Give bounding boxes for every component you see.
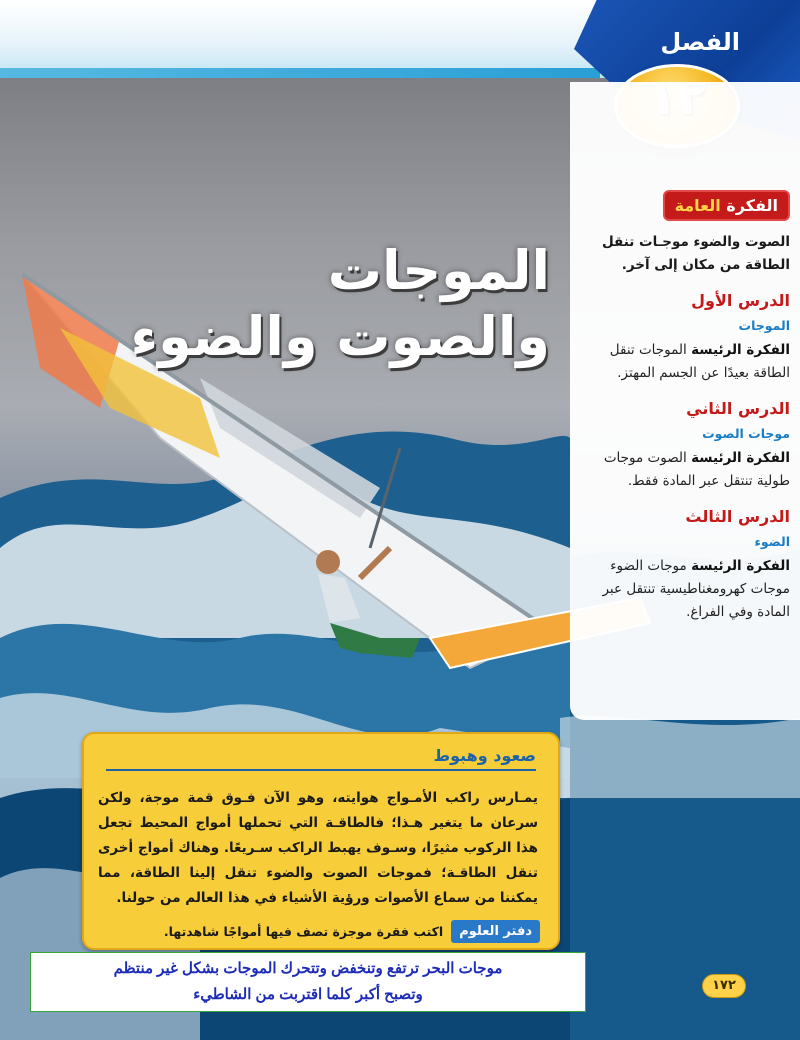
- lesson-1-title: الدرس الأول: [691, 291, 790, 310]
- big-idea-tag: [663, 190, 790, 221]
- chapter-title-line2: والصوت والضوء: [130, 305, 550, 368]
- lesson-2-text: الصوت موجات طولية تنتقل عبر المادة فقط.: [603, 450, 790, 489]
- lesson-1-keyword: الفكرة الرئيسة: [691, 342, 790, 358]
- lesson-1-subtitle: الموجات: [738, 318, 790, 333]
- science-notebook-prompt: اكتب فقرة موجزة تصف فيها أمواجًا شاهدتها.: [163, 924, 444, 939]
- caption-line1: موجات البحر ترتفع وتنخفض وتتحرك الموجات بشكل غير منتظم: [113, 960, 503, 977]
- lesson-3-text: موجات الضوء موجات كهرومغناطيسية تنتقل عبر المادة وفي الفراغ.: [602, 558, 790, 620]
- top-strip-line: [0, 68, 600, 78]
- science-notebook-label: دفتر العلوم: [451, 920, 540, 943]
- science-notebook-row: [164, 920, 540, 943]
- chapter-word: الفصل: [660, 28, 740, 56]
- lesson-2-body: [580, 447, 790, 493]
- feature-box-text: يمـارس راكب الأمـواج هوايته، وهو الآن فـوق قمة موجة، ولكن سرعان ما يتغير هـذا؛ فالطاقـة التي تحملها أمواج المحيط تجعل هذا الركوب مثيرًا، وسـوف يهبط الراكب سـريعًا. وهناك أمواج أخرى تنقل الطاقـة؛ فموجات الصوت والضوء تنقل إلينا الطاقة، مما يمكننا من سماع الأصوات ورؤية الأشياء في هذا العالم من حولنا.: [98, 790, 538, 906]
- lesson-1-text: الموجات تنقل الطاقة بعيدًا عن الجسم المهتز.: [609, 342, 790, 381]
- lesson-3-keyword: الفكرة الرئيسة: [691, 558, 790, 574]
- big-idea-text: الصوت والضوء موجـات تنقل الطاقة من مكان إلى آخر.: [601, 234, 790, 273]
- lessons-panel-content: [580, 190, 790, 624]
- big-idea-label-part1: الفكرة: [726, 196, 778, 215]
- lesson-2-keyword: الفكرة الرئيسة: [691, 450, 790, 466]
- photo-caption: [30, 952, 586, 1012]
- lesson-2-title: الدرس الثاني: [686, 399, 790, 418]
- lesson-3-title: الدرس الثالث: [685, 507, 790, 526]
- caption-line2: وتصبح أكبر كلما اقتربت من الشاطيء: [193, 986, 423, 1003]
- page-number: ١٧٢: [702, 974, 746, 998]
- lesson-1-body: [580, 339, 790, 385]
- lesson-2-subtitle: موجات الصوت: [702, 426, 790, 441]
- feature-box-heading: صعود وهبوط: [106, 746, 536, 771]
- big-idea-label-part2: العامة: [674, 196, 721, 215]
- feature-box: [82, 732, 560, 950]
- chapter-title: [130, 238, 550, 370]
- lesson-3-body: [580, 555, 790, 624]
- chapter-title-line1: الموجات: [327, 239, 550, 302]
- lesson-3-subtitle: الضوء: [754, 534, 790, 549]
